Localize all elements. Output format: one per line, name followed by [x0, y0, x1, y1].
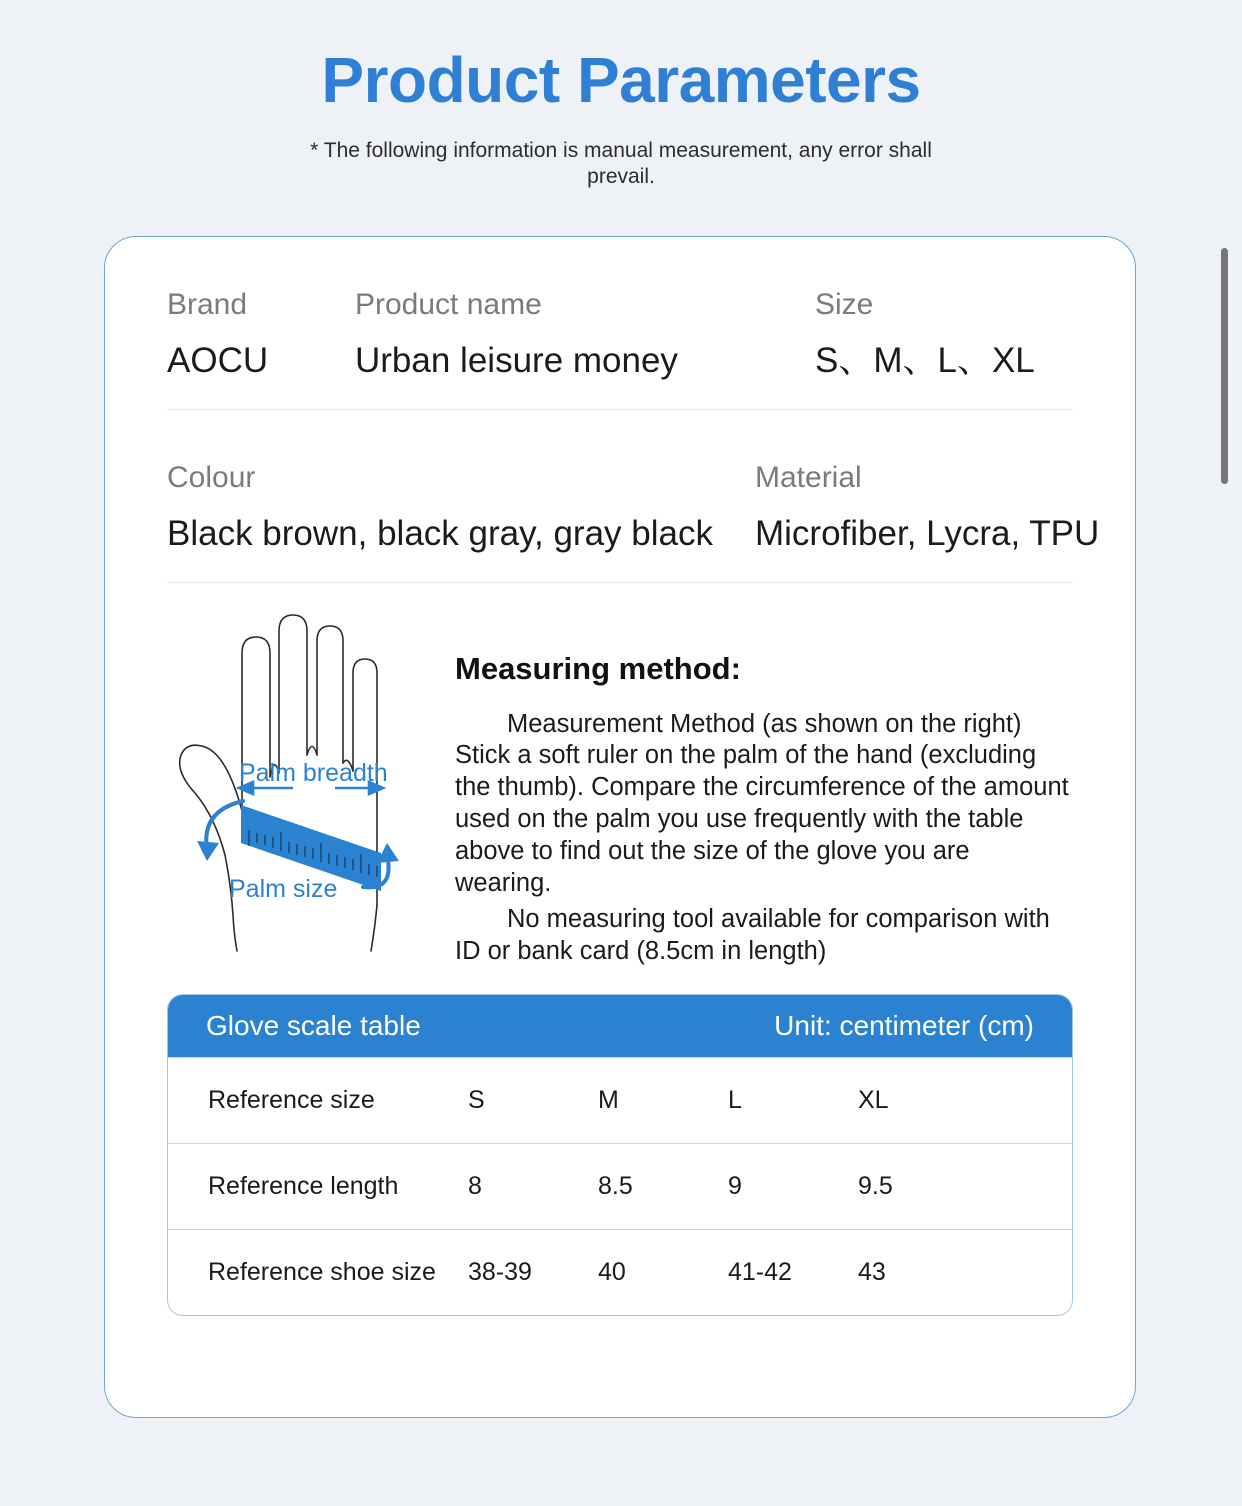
page-scrollbar-track[interactable] — [1220, 0, 1234, 1506]
page-title: Product Parameters — [321, 44, 921, 116]
table-row-label: Reference length — [208, 1171, 399, 1200]
table-row-label: Reference shoe size — [208, 1257, 436, 1286]
table-cell: XL — [858, 1085, 889, 1114]
measuring-method-text — [445, 599, 1073, 968]
spec-field-brand — [167, 287, 355, 383]
hand-diagram-svg — [167, 605, 445, 957]
table-cell: 8.5 — [598, 1171, 633, 1200]
table-cell: M — [598, 1085, 619, 1114]
table-cell: 40 — [598, 1257, 626, 1286]
palm-breadth-label: Palm breadth — [239, 758, 388, 787]
table-row-label: Reference size — [208, 1085, 375, 1114]
measuring-method-heading: Measuring method: — [455, 650, 741, 686]
colour-value: Black brown, black gray, gray black — [167, 513, 713, 553]
table-cell: 43 — [858, 1257, 886, 1286]
spec-section — [105, 237, 1135, 583]
spec-field-colour — [167, 460, 755, 556]
glove-table-header — [168, 995, 1072, 1057]
glove-scale-table — [167, 994, 1073, 1316]
product-name-value: Urban leisure money — [355, 341, 678, 380]
table-cell: 8 — [468, 1171, 482, 1200]
table-cell: 9.5 — [858, 1171, 893, 1200]
size-value: S、M、L、XL — [815, 341, 1035, 380]
table-cell: 9 — [728, 1171, 742, 1200]
measuring-method-section — [105, 583, 1135, 968]
measuring-paragraph-2: No measuring tool available for comparison with ID or bank card (8.5cm in length) — [455, 904, 1050, 965]
hand-measurement-diagram — [167, 599, 445, 968]
product-parameters-card — [104, 236, 1136, 1418]
brand-label: Brand — [167, 288, 248, 321]
table-row — [168, 1143, 1072, 1229]
table-row — [168, 1057, 1072, 1143]
table-cell: L — [728, 1085, 742, 1114]
glove-table-title: Glove scale table — [206, 1009, 421, 1041]
spec-row-primary — [167, 237, 1073, 410]
table-cell: S — [468, 1085, 485, 1114]
size-label: Size — [815, 288, 874, 321]
glove-table-unit: Unit: centimeter (cm) — [774, 1009, 1034, 1041]
palm-size-label: Palm size — [229, 874, 338, 903]
spec-field-material — [755, 460, 1099, 556]
spec-field-size — [815, 287, 1073, 383]
product-name-label: Product name — [355, 288, 542, 321]
page-scrollbar-thumb[interactable] — [1221, 248, 1228, 484]
colour-label: Colour — [167, 460, 256, 494]
page-subtitle: * The following information is manual measurement, any error shall prevail. — [310, 139, 932, 188]
material-value: Microfiber, Lycra, TPU — [755, 513, 1100, 553]
brand-value: AOCU — [167, 341, 269, 380]
table-cell: 38-39 — [468, 1257, 532, 1286]
spec-field-product-name — [355, 287, 815, 383]
material-label: Material — [755, 460, 862, 494]
table-row — [168, 1229, 1072, 1315]
table-cell: 41-42 — [728, 1257, 792, 1286]
spec-row-secondary — [167, 410, 1100, 583]
measuring-paragraph-1: Measurement Method (as shown on the right) Stick a soft ruler on the palm of the hand (excluding the thumb). Compare the circumference of the amount used on the palm you use frequently with the table above to find out the size of the glove you are wearing. — [455, 709, 1069, 897]
